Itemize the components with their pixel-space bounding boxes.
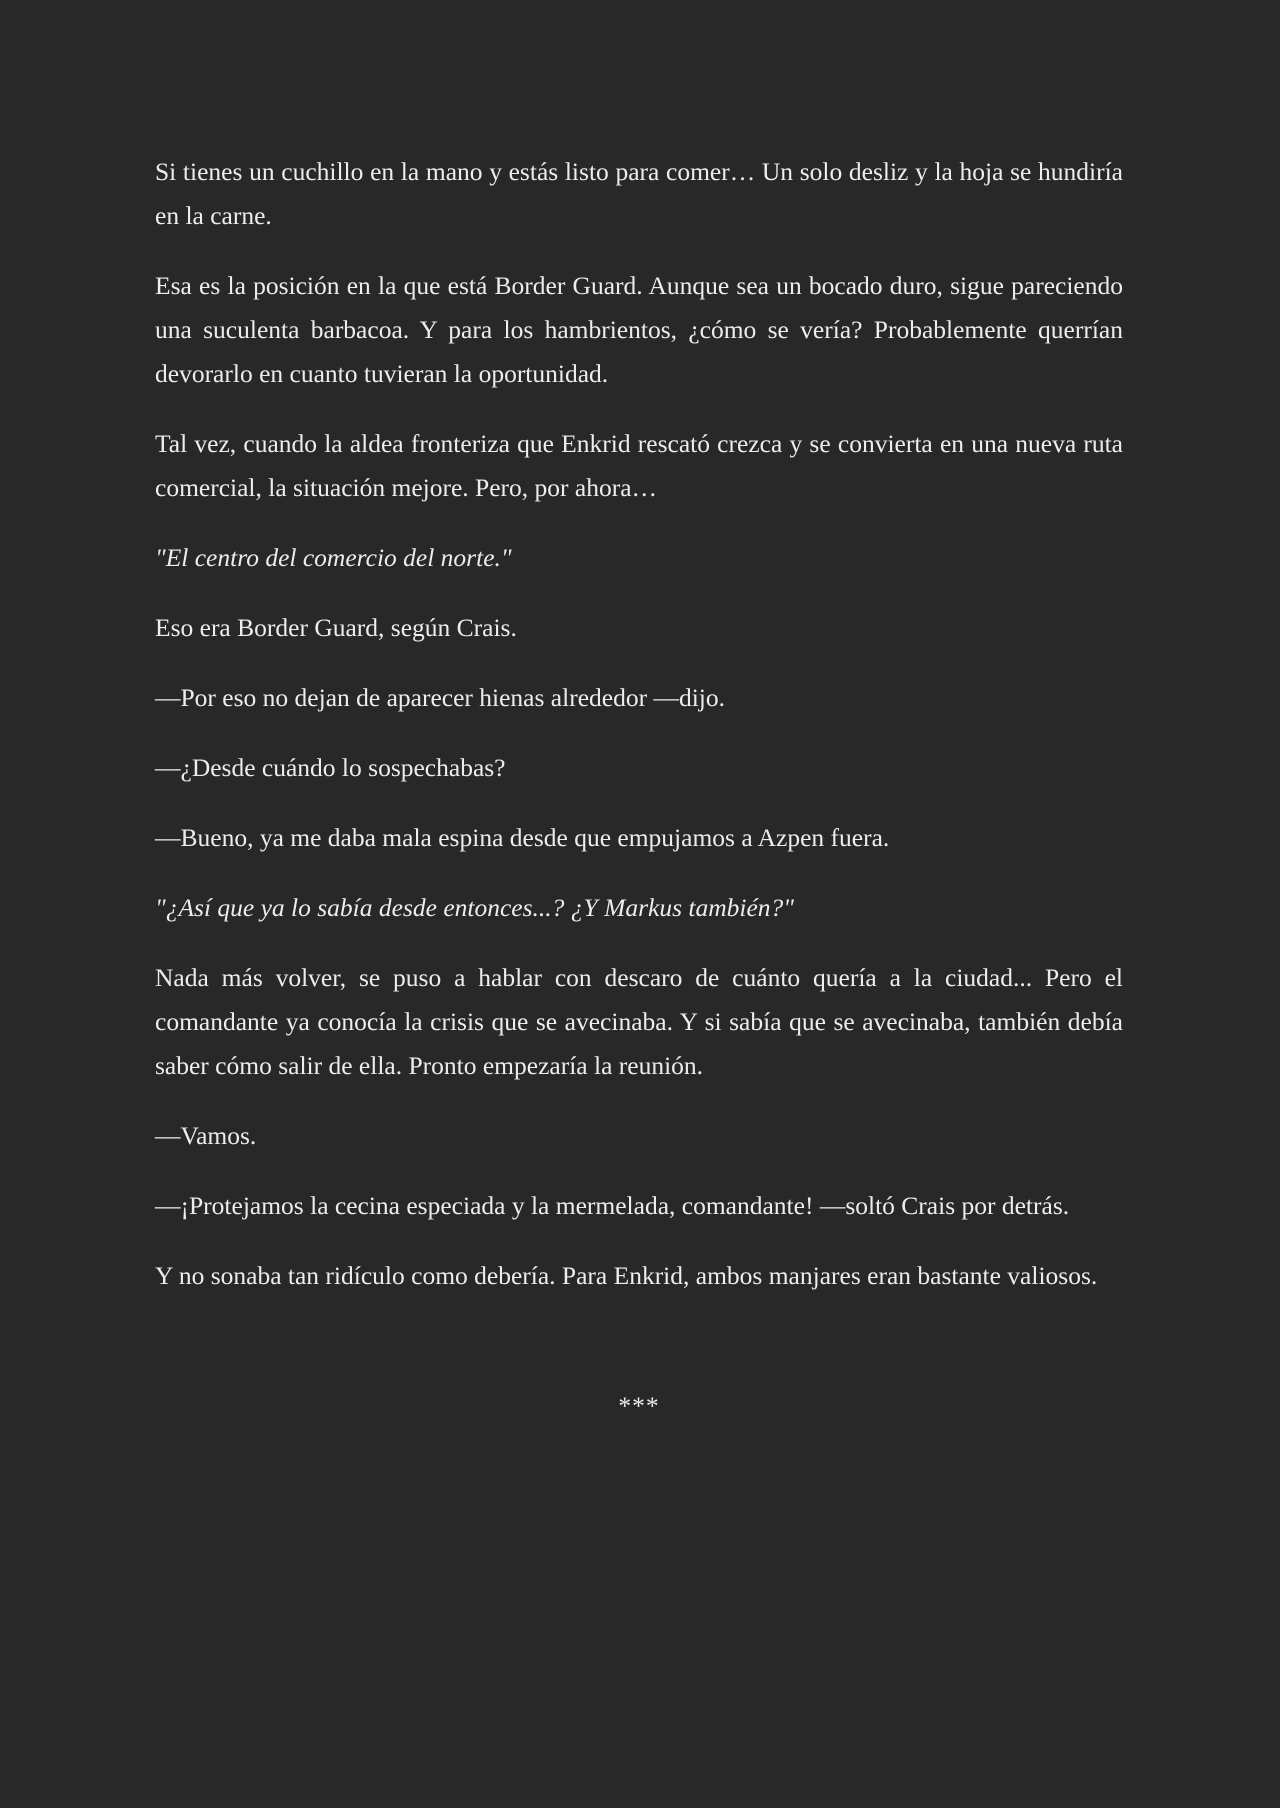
italic-thought: "¿Así que ya lo sabía desde entonces...? ¿Y Markus también?" (155, 893, 794, 922)
dialogue-line: —¡Protejamos la cecina especiada y la mermelada, comandante! —soltó Crais por detrás. (155, 1191, 1070, 1220)
scene-separator: *** (618, 1391, 660, 1420)
paragraph: Esa es la posición en la que está Border Guard. Aunque sea un bocado duro, sigue pareciendo una suculenta barbacoa. Y para los hambrientos, ¿cómo se vería? Probablemente querrían devorarlo en cuanto tuvieran la oportunidad. (155, 271, 1123, 388)
paragraph: Si tienes un cuchillo en la mano y estás listo para comer… Un solo desliz y la hoja se hundiría en la carne. (155, 157, 1123, 230)
dialogue-line: —Bueno, ya me daba mala espina desde que empujamos a Azpen fuera. (155, 823, 890, 852)
dialogue-line: —Por eso no dejan de aparecer hienas alrededor —dijo. (155, 683, 725, 712)
paragraph: Eso era Border Guard, según Crais. (155, 613, 517, 642)
paragraph: Y no sonaba tan ridículo como debería. Para Enkrid, ambos manjares eran bastante valiosos. (155, 1261, 1098, 1290)
document-body (155, 150, 1123, 1428)
italic-thought: "El centro del comercio del norte." (155, 543, 512, 572)
paragraph: Tal vez, cuando la aldea fronteriza que Enkrid rescató crezca y se convierta en una nueva ruta comercial, la situación mejore. Pero, por ahora… (155, 429, 1123, 502)
dialogue-line: —Vamos. (155, 1121, 257, 1150)
paragraph: Nada más volver, se puso a hablar con descaro de cuánto quería a la ciudad... Pero el comandante ya conocía la crisis que se avecinaba. Y si sabía que se avecinaba, también debía saber cómo salir de ella. Pronto empezaría la reunión. (155, 963, 1123, 1080)
dialogue-line: —¿Desde cuándo lo sospechabas? (155, 753, 506, 782)
